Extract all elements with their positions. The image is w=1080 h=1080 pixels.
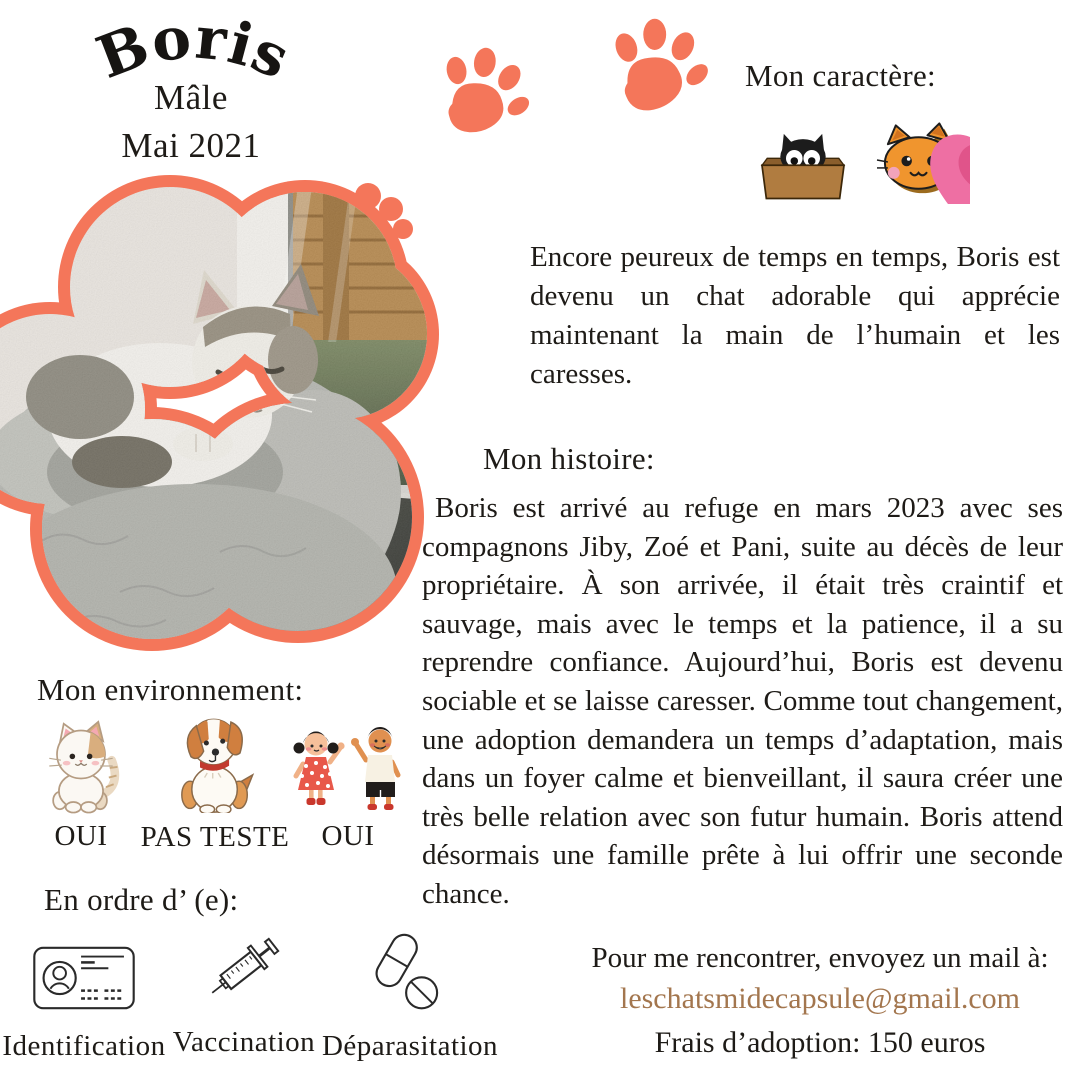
children-icon [286, 720, 410, 812]
environment-answer-children: OUI [321, 820, 375, 852]
environment-section-title: Mon environnement: [37, 672, 304, 707]
environment-answer-dogs: PAS TESTE [140, 821, 290, 853]
svg-text:Boris: Boris [87, 4, 300, 93]
environment-item-cats [28, 718, 134, 853]
adoption-fee: Frais d’adoption: 150 euros [654, 1026, 986, 1059]
pills-icon [370, 926, 450, 1018]
pet-photo [0, 172, 452, 652]
syringe-icon [196, 920, 292, 1016]
pet-birthdate: Mai 2021 [121, 126, 261, 165]
character-section-title: Mon caractère: [745, 58, 936, 93]
id-card-icon [29, 940, 139, 1016]
health-section-title: En ordre d’ (e): [44, 882, 239, 917]
puppy-icon [167, 713, 263, 813]
cat-in-box-icon [755, 124, 851, 204]
health-label-identification: Identification [2, 1030, 166, 1062]
environment-item-dogs [140, 713, 290, 854]
cat-with-hearts-icon [876, 118, 970, 204]
health-item-deworming [321, 926, 499, 1063]
contact-instruction: Pour me rencontrer, envoyez un mail à: [591, 942, 1049, 974]
health-item-vaccination [170, 920, 318, 1059]
intro-paragraph: Encore peureux de temps en temps, Boris est devenu un chat adorable qui apprécie maintenant la main de l’humain et les caresses. [530, 241, 1060, 390]
health-label-vaccination: Vaccination [172, 1026, 316, 1058]
contact-email-link[interactable]: leschatsmidecapsule@gmail.com [619, 982, 1020, 1015]
environment-item-children [281, 720, 415, 853]
environment-answer-cats: OUI [54, 820, 108, 852]
contact-block [553, 942, 1080, 1060]
kitten-icon [42, 718, 120, 814]
pet-sex: Mâle [154, 78, 228, 117]
story-section-title: Mon histoire: [483, 441, 655, 476]
health-item-identification [0, 940, 168, 1063]
paw-print-icon [601, 12, 714, 125]
paw-print-icon [423, 35, 542, 154]
health-label-deworming: Déparasitation [321, 1030, 499, 1062]
story-paragraph: Boris est arrivé au refuge en mars 2023 avec ses compagnons Jiby, Zoé et Pani, suite au décès de leur propriétaire. À son arrivée, il était très craintif et sauvage, mais avec le temps et la patience, il a su reprendre confiance. Aujourd’hui, Boris est devenu sociable et se laisse caresser. Comme tout changement, une adoption demandera un temps d’adaptation, mais dans un foyer calme et bienveillant, il saura créer une très belle relation avec son futur humain. Boris attend désormais une famille prête à lui offrir une seconde chance. [422, 492, 1063, 910]
